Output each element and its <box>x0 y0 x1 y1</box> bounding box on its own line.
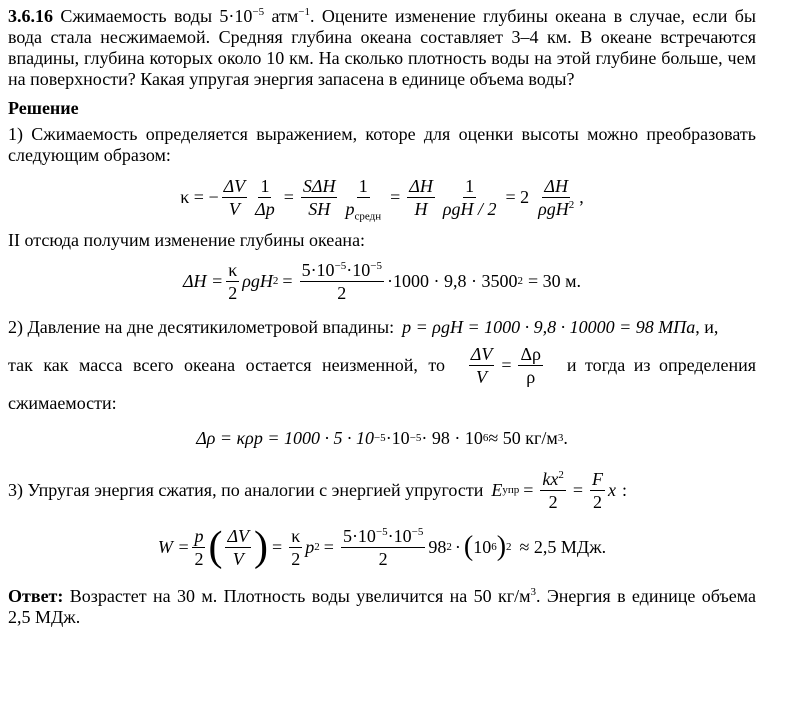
f5-mid: ·10 <box>385 427 410 448</box>
f2-frac-num <box>300 260 384 303</box>
f6-two-b: 2 <box>593 491 603 512</box>
f7-two-b: 2 <box>291 548 301 569</box>
f1-frac-dh-rhogh-sq <box>536 176 576 219</box>
f2-result: = 30 м. <box>527 270 582 291</box>
p3-start: 2) Давление на дне десятикилометровой впадины: <box>8 316 395 337</box>
f1-h: H <box>414 198 428 219</box>
f5-expr: Δρ = κρp = 1000 · 5 · 10 <box>196 427 374 448</box>
solution-paragraph-3 <box>8 313 756 341</box>
answer-text-1: Возрастет на 30 м. Плотность воды увеличится на 50 кг/м <box>63 586 531 606</box>
f5-result: ≈ 50 кг/м <box>488 427 558 448</box>
problem-exp-2: −1 <box>298 6 310 18</box>
f7-e1: −5 <box>375 525 388 538</box>
answer <box>8 586 756 628</box>
problem-text-3: . Оцените изменение глубины океана в случае, если бы вода стала несжимаемой. Средняя глубина океана составляет 3–4 км. В океане встречаются впадины, глубина которых около 10 км. На сколько плотность воды на этой глубине больше, чем на поверхности? Какая упругая энергия запасена в единице объема воды? <box>8 6 756 89</box>
f6-sq: 2 <box>558 468 564 481</box>
f7-num: 5·10 <box>342 525 376 546</box>
f6-two: 2 <box>548 491 558 512</box>
f1-two: = 2 <box>505 186 530 207</box>
f7-num-b: ·10 <box>387 525 412 546</box>
f5-dot: . <box>563 427 568 448</box>
f1-dp: Δp <box>255 198 275 219</box>
f6-energy: E упр = $\frac{kx^2}{2}$ = $\frac{F}{2}$ x <box>491 468 617 512</box>
f7-result: ≈ 2,5 МДж. <box>519 536 607 557</box>
p3-end: , и, <box>695 316 719 337</box>
f7-p: p <box>194 525 204 546</box>
solution-paragraph-5 <box>8 464 756 516</box>
answer-label: Ответ: <box>8 586 64 606</box>
f1-one-b: 1 <box>358 175 368 196</box>
f2-two: 2 <box>228 282 238 303</box>
f4-dv: ΔV <box>470 343 493 364</box>
f2-e2: −5 <box>370 259 382 272</box>
f3-expr: p = ρgH = 1000 · 9,8 · 10000 = 98 МПа <box>402 316 696 337</box>
f1-dh-b: ΔH <box>544 175 568 196</box>
problem-statement <box>8 6 756 90</box>
answer-text-2: . Энергия в единице объема 2,5 МДж. <box>8 586 757 627</box>
f1-one: 1 <box>260 175 270 196</box>
formula-elastic-energy: W = $\frac{p}{2}$ ( $\frac{\Delta V}{V}$ ) = $\frac{\kappa}{2}$ p 2 = $\frac{5\cdot 10^{-5}\cdot 10^{-5}}{2}$ 98 2 · ( 10 6 ) 2 ≈ 2,5 МДж. <box>157 524 607 570</box>
f1-sdh: SΔH <box>302 175 336 196</box>
f1-comma: , <box>579 186 584 207</box>
f1-frac-1-rhogh2 <box>441 176 499 219</box>
f5-mid2: · 98 · 10 <box>421 427 483 448</box>
f2-num-b: ·10 <box>346 259 371 280</box>
f1-kappa: κ = − <box>180 186 219 207</box>
problem-number: 3.6.16 <box>8 6 53 26</box>
f1-dh: ΔH <box>409 175 433 196</box>
formula-density-change: Δρ = κρp = 1000 · 5 · 10 −5 ·10 −5 · 98 · 10 6 ≈ 50 кг/м 3 . <box>196 427 568 448</box>
f2-lhs: ΔH = <box>182 270 224 291</box>
f7-dv: ΔV <box>227 525 250 546</box>
f6-frac-f2 <box>590 469 605 512</box>
f2-den: 2 <box>337 282 347 303</box>
f7-w: W = <box>157 536 190 557</box>
f4-rho: ρ <box>526 366 536 387</box>
p4-start: так как масса всего океана остается неизменной, то <box>8 354 445 375</box>
answer-exp: 3 <box>530 586 537 598</box>
f7-e2: −5 <box>411 525 424 538</box>
f6-kx: kx <box>542 468 559 489</box>
f7-frac-p-2 <box>192 526 205 569</box>
p5-end: : <box>622 479 628 500</box>
f6-e: E <box>491 479 503 500</box>
p5-start: 3) Упругая энергия сжатия, по аналогии с энергией упругости <box>8 479 484 500</box>
f4-frac-drho-rho <box>518 344 543 387</box>
f4-drho: Δρ <box>520 343 542 364</box>
f6-f: F <box>592 468 604 489</box>
f7-frac-num <box>341 526 425 569</box>
f7-frac-kappa-2 <box>289 526 302 569</box>
f2-e1: −5 <box>334 259 347 272</box>
f1-rhogh-sq: ρgH <box>538 198 569 219</box>
f2-rhogh: ρgH <box>242 270 273 291</box>
f1-sh: SH <box>308 198 331 219</box>
f1-dv: ΔV <box>223 175 246 196</box>
f1-p: p <box>345 198 355 219</box>
f7-v: V <box>232 548 244 569</box>
problem-text-2: атм <box>264 6 299 26</box>
f7-98: 98 <box>428 536 447 557</box>
p4-end: и тогда из определения <box>566 354 756 375</box>
f1-frac-1-psred <box>343 175 383 223</box>
problem-exp-1: −5 <box>252 6 265 18</box>
f7-p2: p <box>305 536 315 557</box>
solution-paragraph-1: 1) Сжимаемость определяется выражением, которе для оценки высоты можно преобразовать следующим образом: <box>8 124 756 165</box>
f1-p-sub: средн <box>354 210 382 223</box>
f1-frac-dv-v <box>222 176 248 219</box>
f1-sq: 2 <box>568 198 575 211</box>
f2-frac-kappa-2 <box>226 260 239 303</box>
solution-paragraph-4 <box>8 341 756 389</box>
f7-frac-dv-v <box>225 526 251 569</box>
f1-frac-1-dp <box>253 176 277 219</box>
f2-kappa: κ <box>228 259 238 280</box>
f6-x: x <box>608 479 617 500</box>
f4-v: V <box>476 366 488 387</box>
f4-relation: $\frac{\Delta V}{V}$ = $\frac{\Delta\rho}{\rho}$ <box>470 343 542 387</box>
f1-one-c: 1 <box>465 175 475 196</box>
p4-continued: сжимаемости: <box>8 393 117 413</box>
f2-num: 5·10 <box>301 259 335 280</box>
f7-kappa: κ <box>291 525 301 546</box>
f4-frac-dv-v <box>469 344 495 387</box>
f7-10: 10 <box>473 536 492 557</box>
formula-compressibility: κ = − $\frac{\Delta V}{V}$ $\frac{1}{\Delta p}$ = $\frac{\text{SΔH}}{SH}$ $\frac{1}{p_{средн}}$ = $\frac{\Delta H}{H}$ $\frac{1}{\text{ρgH / 2}}$ = 2 $\frac{\Delta H}{\rho gH^2}$ , <box>180 175 584 223</box>
f1-v: V <box>228 198 240 219</box>
f1-frac-sdh-sh <box>301 176 338 219</box>
solution-paragraph-2: II отсюда получим изменение глубины океана: <box>8 230 366 250</box>
f6-frac-kx2 <box>540 469 565 512</box>
f2-rest: ·1000 · 9,8 · 3500 <box>387 270 518 291</box>
solution-heading: Решение <box>8 98 79 118</box>
f7-den: 2 <box>378 548 388 569</box>
formula-depth-change: ΔH = $\frac{\kappa}{2}$ ρgH 2 = $\frac{5\cdot 10^{-5}\cdot 10^{-5}}{2}$ ·1000 · 9,8 · 3500 2 = 30 м. <box>182 259 582 303</box>
f7-two: 2 <box>194 548 204 569</box>
f1-frac-dh-h <box>407 176 435 219</box>
f1-rhogh2: ρgH / 2 <box>442 198 497 219</box>
problem-text-1: Сжимаемость воды 5·10 <box>53 6 253 26</box>
